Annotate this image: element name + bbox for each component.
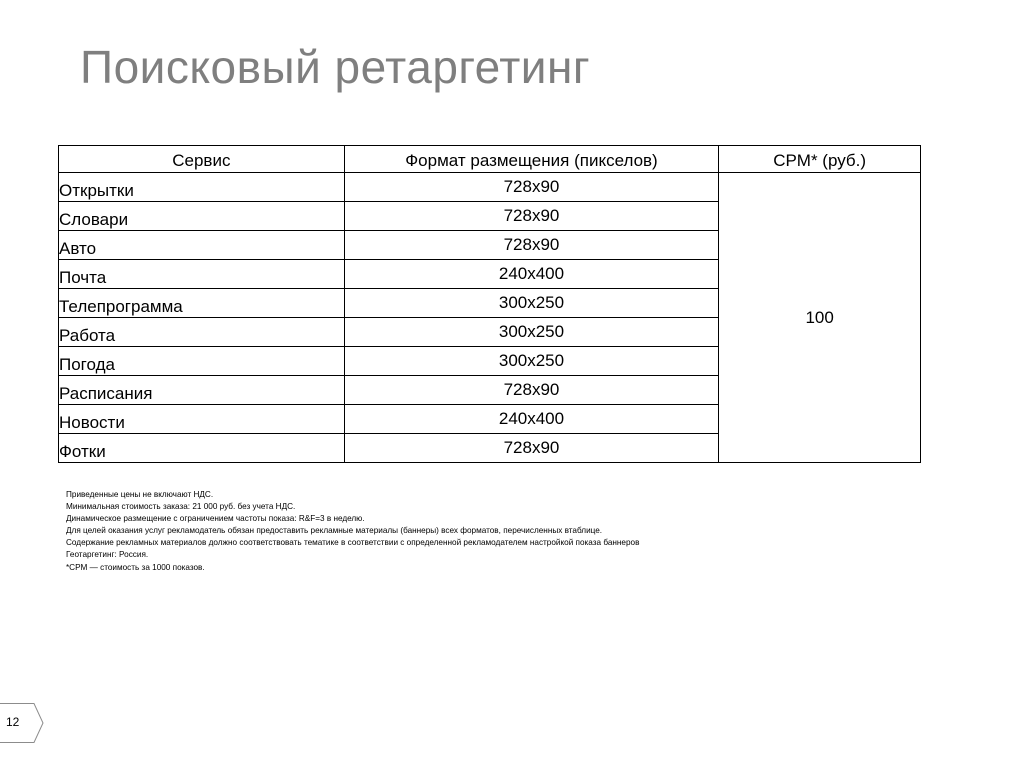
format-cell: 240x400 <box>344 405 719 434</box>
pricing-table-header <box>59 146 921 173</box>
page-number: 12 <box>6 715 20 729</box>
format-cell: 728x90 <box>344 231 719 260</box>
footnote-line: Геотаргетинг: Россия. <box>66 550 149 560</box>
format-cell: 300x250 <box>344 318 719 347</box>
header-row <box>59 146 921 173</box>
footnote-line: *CPM — стоимость за 1000 показов. <box>66 562 205 572</box>
header-format: Формат размещения (пикселов) <box>344 146 719 173</box>
service-cell: Словари <box>59 202 345 231</box>
footnote-line: Приведенные цены не включают НДС. <box>66 490 214 499</box>
service-cell: Почта <box>59 260 345 289</box>
format-cell: 728x90 <box>344 434 719 463</box>
format-cell: 300x250 <box>344 289 719 318</box>
footnote-line: Минимальная стоимость заказа: 21 000 руб. без учета НДС. <box>66 502 296 512</box>
footnote-line: Содержание рекламных материалов должно соответствовать тематике в соответствии с определенной рекламодателем настройкой показа баннеров <box>66 538 640 548</box>
service-cell: Работа <box>59 318 345 347</box>
service-cell: Авто <box>59 231 345 260</box>
service-cell: Фотки <box>59 434 345 463</box>
header-cpm: CPM* (руб.) <box>719 146 921 173</box>
format-cell: 728x90 <box>344 376 719 405</box>
slide-title: Поисковый ретаргетинг <box>80 41 591 93</box>
footnotes <box>66 489 639 574</box>
service-cell: Новости <box>59 405 345 434</box>
header-service: Сервис <box>59 146 345 173</box>
service-cell: Открытки <box>59 173 345 202</box>
footnote-line: Для целей оказания услуг рекламодатель обязан предоставить рекламные материалы (баннеры) всех форматов, перечисленных втаблице. <box>66 526 603 536</box>
service-cell: Расписания <box>59 376 345 405</box>
footnote-line: Динамическое размещение с ограничением частоты показа: R&F=3 в неделю. <box>66 514 365 524</box>
format-cell: 240x400 <box>344 260 719 289</box>
cpm-value-cell: 100 <box>719 173 921 463</box>
format-cell: 728x90 <box>344 202 719 231</box>
pricing-table <box>58 145 921 463</box>
pricing-table-body <box>59 173 921 463</box>
service-cell: Погода <box>59 347 345 376</box>
format-cell: 728x90 <box>344 173 719 202</box>
service-cell: Телепрограмма <box>59 289 345 318</box>
table-row <box>59 173 921 202</box>
format-cell: 300x250 <box>344 347 719 376</box>
